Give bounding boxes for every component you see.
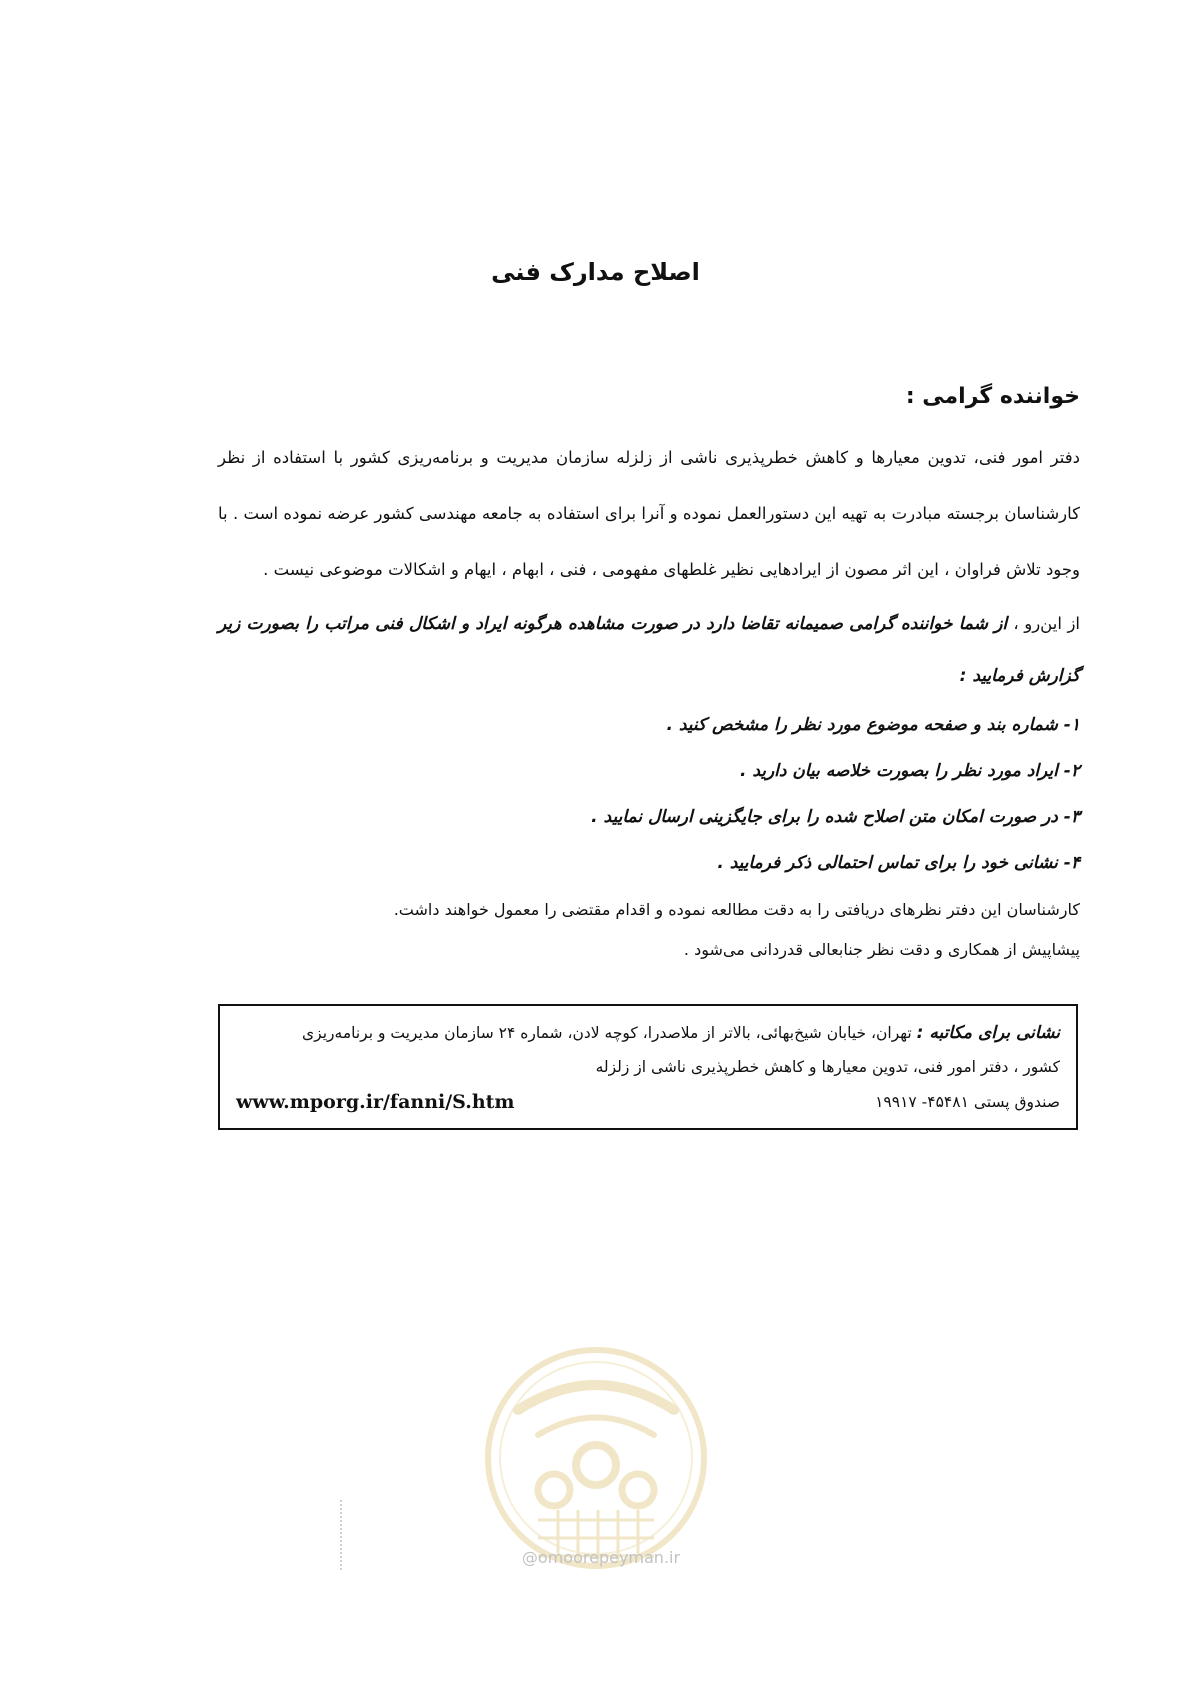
- contact-address-line-1: [236, 1016, 1060, 1050]
- postal-box: صندوق پستی ۴۵۴۸۱- ۱۹۹۱۷: [875, 1093, 1060, 1111]
- instruction-list: [218, 702, 1080, 886]
- contact-address-1: تهران، خیابان شیخ‌بهائی، بالاتر از ملاصدرا، کوچه لادن، شماره ۲۴ سازمان مدیریت و برنامه‌ریزی: [302, 1024, 912, 1042]
- website-link[interactable]: www.mporg.ir/fanni/S.htm: [236, 1091, 515, 1113]
- request-text: از شما خواننده گرامی صمیمانه تقاضا دارد در صورت مشاهده هرگونه ایراد و اشکال فنی مراتب را بصورت زیر گزارش فرمایید :: [218, 614, 1080, 686]
- watermark-url: @omoorepeyman.ir: [521, 1548, 681, 1567]
- list-item: ٣- در صورت امکان متن اصلاح شده را برای جایگزینی ارسال نمایید .: [591, 807, 1080, 827]
- list-item: ۴- نشانی خود را برای تماس احتمالی ذکر فرمایید .: [717, 853, 1080, 873]
- intro-paragraph: دفتر امور فنی، تدوین معیارها و کاهش خطرپذیری ناشی از زلزله سازمان مدیریت و برنامه‌ریزی کشور با استفاده از نظر کارشناسان برجسته مبادرت به تهیه این دستورالعمل نموده و آنرا برای استفاده به جامعه مهندسی کشور عرضه نموده است . با وجود تلاش فراوان ، این اثر مصون از ایرادهایی نظیر غلطهای مفهومی ، فنی ، ابهام ، ایهام و اشکالات موضوعی نیست .: [218, 448, 1080, 579]
- request-prefix: از این‌رو ،: [1013, 614, 1081, 633]
- list-item: ٢- ایراد مورد نظر را بصورت خلاصه بیان دارید .: [739, 761, 1080, 781]
- page-title: اصلاح مدارک فنی: [491, 258, 700, 286]
- contact-label: نشانی برای مکاتبه :: [916, 1023, 1060, 1043]
- contact-address-line-2: کشور ، دفتر امور فنی، تدوین معیارها و کاهش خطرپذیری ناشی از زلزله: [595, 1058, 1060, 1076]
- watermark-logo-icon: [478, 1340, 714, 1576]
- scan-artifact: [340, 1500, 344, 1570]
- contact-box: [218, 1004, 1078, 1130]
- contact-footer-row: [236, 1084, 1060, 1120]
- closing-line-1: کارشناسان این دفتر نظرهای دریافتی را به دقت مطالعه نموده و اقدام مقتضی را معمول خواهند داشت.: [393, 900, 1080, 919]
- greeting: خواننده گرامی :: [905, 384, 1080, 409]
- closing-line-2: پیشاپیش از همکاری و دقت نظر جنابعالی قدردانی می‌شود .: [683, 940, 1080, 959]
- list-item: ١- شماره بند و صفحه موضوع مورد نظر را مشخص کنید .: [666, 715, 1080, 735]
- request-paragraph: [218, 598, 1080, 702]
- document-body: [218, 382, 1080, 970]
